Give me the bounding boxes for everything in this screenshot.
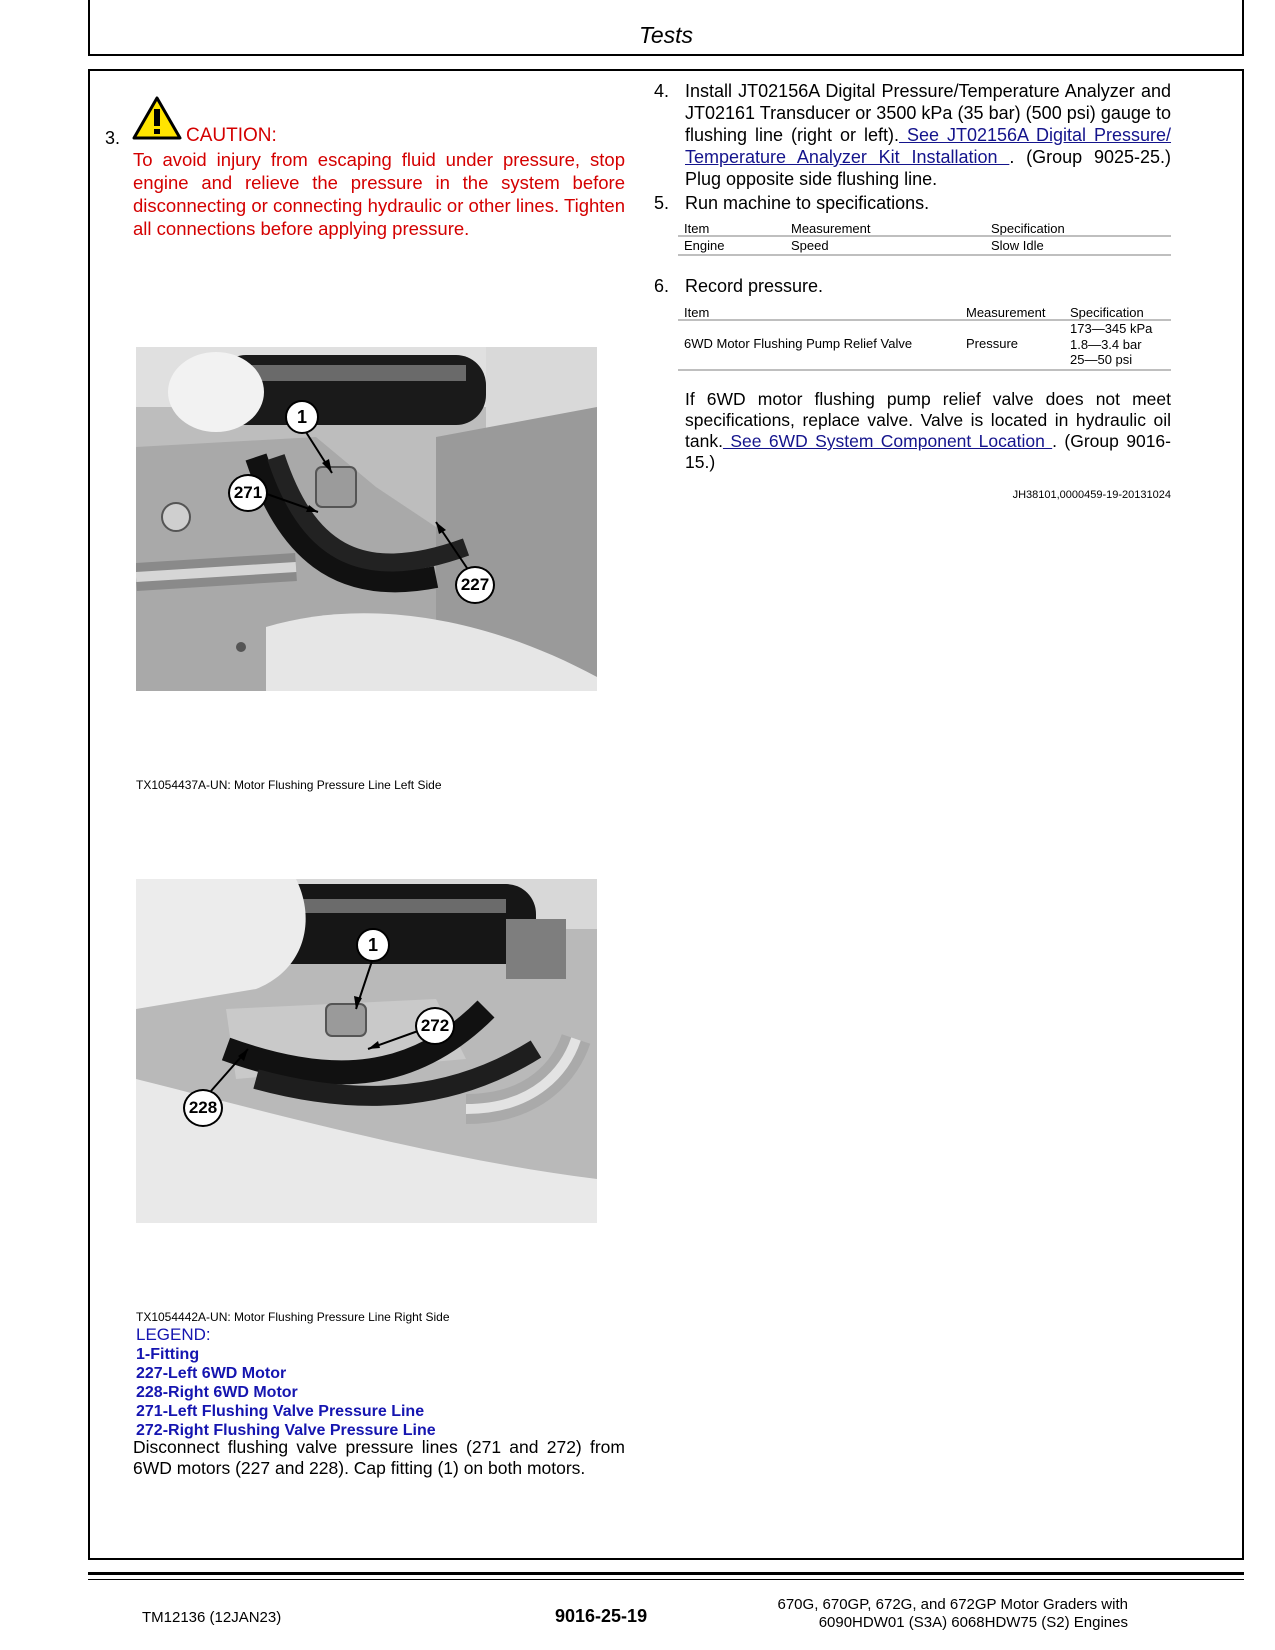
footer-rule-thin: [88, 1579, 1244, 1580]
callout-227: 227: [455, 566, 495, 604]
table-divider: [678, 235, 1171, 237]
legend-item: 227-Left 6WD Motor: [136, 1365, 287, 1382]
figure-left-leader-lines: [136, 347, 597, 691]
relief-valve-note: [685, 389, 1171, 473]
table-cell-item: 6WD Motor Flushing Pump Relief Valve: [684, 336, 913, 351]
spec-kpa: 173—345 kPa: [1070, 321, 1153, 336]
step4-text-after: . (Group 9025-25.) Plug opposite side flushing line.: [685, 147, 1171, 189]
step-number: 4.: [654, 81, 670, 101]
step-number: 3.: [105, 128, 121, 148]
table-cell-measurement: Speed: [791, 238, 829, 253]
figure-left-caption: TX1054437A-UN: Motor Flushing Pressure Line Left Side: [136, 778, 442, 792]
callout-271: 271: [228, 474, 268, 512]
caution-text: To avoid injury from escaping fluid under pressure, stop engine and relieve the pressure in the system before disconnecting or connecting hydraulic or other lines. Tighten all connections before applying pressure.: [133, 149, 625, 239]
step4-text: [685, 80, 1171, 190]
legend-item: 272-Right Flushing Valve Pressure Line: [136, 1422, 436, 1439]
spec-bar: 1.8—3.4 bar: [1070, 336, 1142, 352]
step-number: 6.: [654, 276, 670, 296]
table-header-measurement: Measurement: [966, 305, 1046, 320]
legend-list: [136, 1345, 436, 1440]
figure-right-caption: TX1054442A-UN: Motor Flushing Pressure Line Right Side: [136, 1310, 450, 1324]
note-text-before: If 6WD motor flushing pump relief valve does not meet specifications, replace valve. Valve is located in hydraulic oil tank.: [685, 389, 1171, 451]
footer-engines: 6090HDW01 (S3A) 6068HDW75 (S2) Engines: [818, 1614, 1128, 1631]
relief-valve-spec-table: [678, 303, 1171, 371]
callout-272: 272: [415, 1007, 455, 1045]
document-id: JH38101,0000459-19-20131024: [1012, 489, 1171, 501]
callout-fitting-left: 1: [285, 400, 319, 434]
legend-item: 228-Right 6WD Motor: [136, 1384, 298, 1401]
page-number: 9016-25-19: [555, 1606, 648, 1626]
legend-item: 271-Left Flushing Valve Pressure Line: [136, 1403, 425, 1420]
table-header-specification: Specification: [1070, 305, 1144, 320]
caution-label: CAUTION:: [186, 125, 277, 146]
legend-item: 1-Fitting: [136, 1346, 200, 1363]
analyzer-kit-installation-link[interactable]: See JT02156A Digital Pressure/ Temperature Analyzer Kit Installation: [685, 125, 1172, 167]
table-bottom-rule: [678, 254, 1171, 256]
step6-text: Record pressure.: [685, 276, 824, 296]
note-text-after: . (Group 9016-15.): [685, 431, 1171, 472]
page-header: [88, 0, 1244, 56]
table-cell-specification: [1070, 321, 1152, 368]
table-cell-specification: Slow Idle: [991, 238, 1044, 253]
table-header-specification: Specification: [991, 221, 1065, 236]
page-title: Tests: [638, 22, 694, 48]
component-location-link[interactable]: See 6WD System Component Location: [722, 431, 1053, 451]
legend-title: LEGEND:: [136, 1325, 211, 1344]
table-header-item: Item: [684, 221, 710, 236]
engine-speed-spec-table: [678, 219, 1171, 257]
footer-rule: [88, 1572, 1244, 1575]
table-cell-measurement: Pressure: [966, 336, 1019, 351]
disconnect-instruction: Disconnect flushing valve pressure lines (271 and 272) from 6WD motors (227 and 228). Cap fitting (1) on both motors.: [133, 1437, 625, 1478]
manual-number: TM12136 (12JAN23): [142, 1609, 282, 1626]
footer-models: 670G, 670GP, 672G, and 672GP Motor Graders with: [777, 1596, 1128, 1613]
table-bottom-rule: [678, 369, 1171, 371]
callout-228: 228: [183, 1089, 223, 1127]
footer-model-info: [720, 1596, 1128, 1632]
table-header-measurement: Measurement: [791, 221, 871, 236]
step-number: 5.: [654, 193, 670, 213]
table-cell-item: Engine: [684, 238, 725, 253]
callout-fitting-right: 1: [356, 928, 390, 962]
caution-icon: [132, 96, 182, 140]
step5-text: Run machine to specifications.: [685, 193, 930, 213]
table-header-item: Item: [684, 305, 710, 320]
spec-psi: 25—50 psi: [1070, 352, 1133, 367]
step4-text-before: Install JT02156A Digital Pressure/Temperature Analyzer and JT02161 Transducer or 3500 kPa (35 bar) (500 psi) gauge to flushing line (right or left).: [685, 81, 1171, 145]
